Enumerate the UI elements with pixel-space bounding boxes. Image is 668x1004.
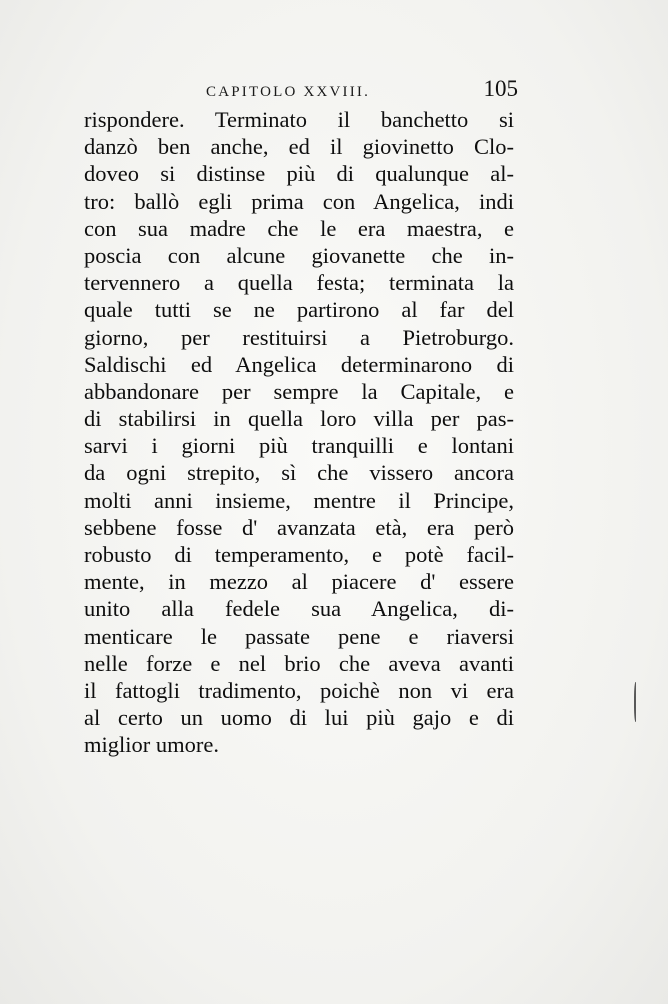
text-line: quale tutti se ne partirono al far del: [84, 297, 514, 323]
text-line: Saldischi ed Angelica determinarono di: [84, 351, 514, 377]
text-line: abbandonare per sempre la Capitale, e: [84, 378, 514, 404]
text-line: da ogni strepito, sì che vissero ancora: [84, 460, 514, 486]
text-line: tro: ballò egli prima con Angelica, indi: [84, 188, 514, 214]
text-line: sarvi i giorni più tranquilli e lontani: [84, 433, 514, 459]
margin-pencil-mark: [634, 682, 638, 722]
page-number: 105: [483, 76, 518, 101]
text-line: robusto di temperamento, e potè facil-: [84, 542, 514, 567]
text-line: con sua madre che le era maestra, e: [84, 215, 514, 241]
text-line: danzò ben anche, ed il giovinetto Clo-: [84, 134, 514, 160]
text-line: il fattogli tradimento, poichè non vi era: [84, 677, 514, 703]
text-line: doveo si distinse più di qualunque al-: [84, 161, 514, 187]
text-line: molti anni insieme, mentre il Principe,: [84, 487, 514, 513]
text-line: sebbene fosse d' avanzata età, era però: [84, 514, 514, 540]
page-header: [82, 76, 518, 104]
running-title: CAPITOLO XXVIII.: [206, 84, 371, 100]
text-line: mente, in mezzo al piacere d' essere: [84, 569, 514, 595]
text-line: rispondere. Terminato il banchetto si: [84, 107, 514, 132]
text-line: giorno, per restituirsi a Pietroburgo.: [84, 324, 514, 350]
text-line: tervennero a quella festa; terminata la: [84, 270, 514, 296]
text-line: miglior umore.: [84, 732, 219, 758]
text-line: di stabilirsi in quella loro villa per pas-: [84, 406, 514, 432]
text-line: al certo un uomo di lui più gajo e di: [84, 705, 514, 731]
body-text: [84, 106, 514, 759]
text-line: poscia con alcune giovanette che in-: [84, 242, 514, 268]
text-line: nelle forze e nel brio che aveva avanti: [84, 650, 514, 676]
text-line: unito alla fedele sua Angelica, di-: [84, 596, 514, 622]
text-line: menticare le passate pene e riaversi: [84, 623, 514, 649]
